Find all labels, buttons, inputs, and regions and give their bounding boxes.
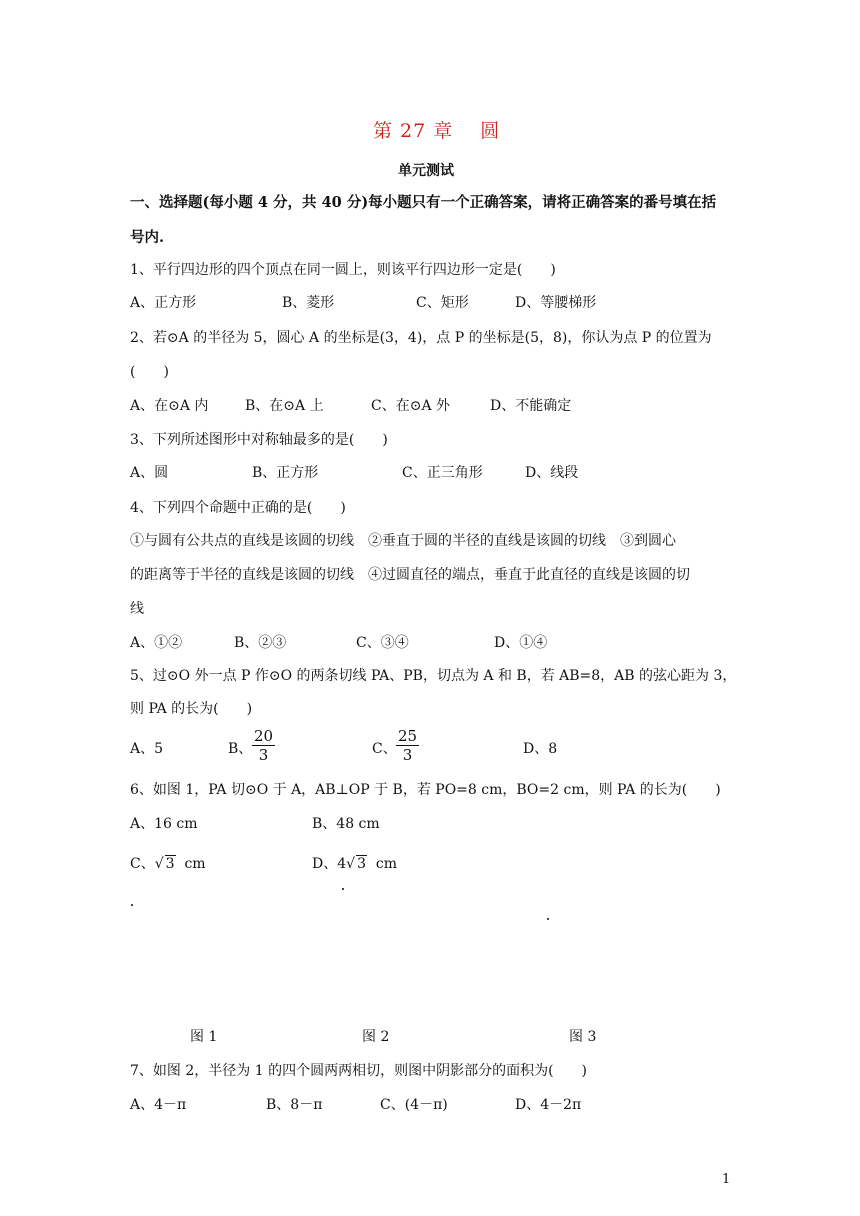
- question-7-stem: 7、如图 2，半径为 1 的四个圆两两相切，则图中阴影部分的面积为( ): [130, 1063, 587, 1079]
- unit: cm: [375, 856, 398, 872]
- question-7-option-a: A、4－π: [130, 1097, 187, 1113]
- chapter-title: 第 27 章 圆: [373, 120, 501, 142]
- section-subtitle: 单元测试: [398, 163, 454, 179]
- fraction-numerator: 25: [398, 727, 418, 745]
- question-4-stem: 4、下列四个命题中正确的是( ): [130, 500, 346, 516]
- question-7-option-d: D、4－2π: [515, 1097, 582, 1113]
- question-6-option-c: [130, 853, 206, 873]
- question-6-option-b: B、48 cm: [312, 816, 380, 832]
- question-1-option-c: C、矩形: [416, 295, 469, 311]
- page-number: 1: [722, 1172, 731, 1187]
- question-2-option-d: D、不能确定: [490, 398, 572, 414]
- question-1-stem: 1、平行四边形的四个顶点在同一圆上，则该平行四边形一定是( ): [130, 262, 556, 278]
- square-root: √ 3: [346, 856, 366, 872]
- question-4-option-b: B、②③: [234, 635, 287, 651]
- question-5-stem-line2: 则 PA 的长为( ): [130, 701, 253, 717]
- question-5-option-c-label: C、: [372, 741, 397, 757]
- question-4-option-c: C、③④: [356, 635, 409, 651]
- question-3-stem: 3、下列所述图形中对称轴最多的是( ): [130, 432, 388, 448]
- question-5-option-b-fraction: [252, 727, 275, 764]
- question-5-option-d: D、8: [523, 741, 558, 757]
- square-root: √ 3: [154, 856, 175, 872]
- figure-3-caption: 图 3: [569, 1029, 597, 1045]
- radicand: 3: [165, 856, 175, 872]
- question-4-body-line1: ①与圆有公共点的直线是该圆的切线 ②垂直于圆的半径的直线是该圆的切线 ③到圆心: [130, 533, 676, 549]
- question-3-option-b: B、正方形: [252, 465, 319, 481]
- question-1-option-a: A、正方形: [130, 295, 197, 311]
- question-2-option-a: A、在⊙A 内: [130, 398, 209, 414]
- figure-1-placeholder: [131, 904, 133, 906]
- question-5-stem-line1: 5、过⊙O 外一点 P 作⊙O 的两条切线 PA、PB，切点为 A 和 B，若 AB=8，AB 的弦心距为 3，: [130, 668, 737, 684]
- question-2-option-c: C、在⊙A 外: [371, 398, 451, 414]
- fraction-denominator: 3: [402, 746, 413, 764]
- figure-2-placeholder: [342, 888, 344, 890]
- question-1-option-b: B、菱形: [282, 295, 335, 311]
- section-instruction-line1: 一、选择题(每小题 4 分，共 40 分)每小题只有一个正确答案，请将正确答案的番号填在括: [130, 194, 717, 211]
- question-5-option-c-fraction: [396, 727, 419, 764]
- option-label: D、4: [312, 856, 347, 872]
- question-7-option-b: B、8－π: [266, 1097, 323, 1113]
- question-6-option-d: [312, 853, 397, 873]
- figure-3-placeholder: [547, 918, 549, 920]
- section-instruction-line2: 号内.: [130, 229, 165, 246]
- question-2-stem-line2: ( ): [130, 364, 169, 380]
- question-4-body-line2: 的距离等于半径的直线是该圆的切线 ④过圆直径的端点，垂直于此直径的直线是该圆的切: [130, 567, 690, 583]
- question-3-option-d: D、线段: [525, 465, 579, 481]
- fraction-numerator: 20: [254, 727, 274, 745]
- figure-2-caption: 图 2: [362, 1029, 390, 1045]
- question-6-stem: 6、如图 1，PA 切⊙O 于 A，AB⊥OP 于 B，若 PO=8 cm，BO=2 cm，则 PA 的长为( ): [130, 782, 721, 798]
- question-5-option-a: A、5: [130, 741, 164, 757]
- question-2-stem-line1: 2、若⊙A 的半径为 5，圆心 A 的坐标是(3，4)，点 P 的坐标是(5，8)，你认为点 P 的位置为: [130, 330, 712, 346]
- unit: cm: [184, 856, 206, 872]
- question-7-option-c: C、(4－π): [380, 1097, 448, 1113]
- figure-1-caption: 图 1: [190, 1029, 218, 1045]
- question-4-option-a: A、①②: [130, 635, 183, 651]
- question-3-option-a: A、圆: [130, 465, 169, 481]
- question-1-option-d: D、等腰梯形: [515, 295, 597, 311]
- option-label: C、: [130, 856, 155, 872]
- question-5-option-b-label: B、: [228, 741, 253, 757]
- question-4-option-d: D、①④: [494, 635, 548, 651]
- question-4-body-line3: 线: [130, 601, 144, 617]
- question-6-option-a: A、16 cm: [130, 816, 198, 832]
- fraction-denominator: 3: [258, 746, 269, 764]
- question-2-option-b: B、在⊙A 上: [245, 398, 324, 414]
- radicand: 3: [357, 856, 366, 872]
- question-3-option-c: C、正三角形: [402, 465, 483, 481]
